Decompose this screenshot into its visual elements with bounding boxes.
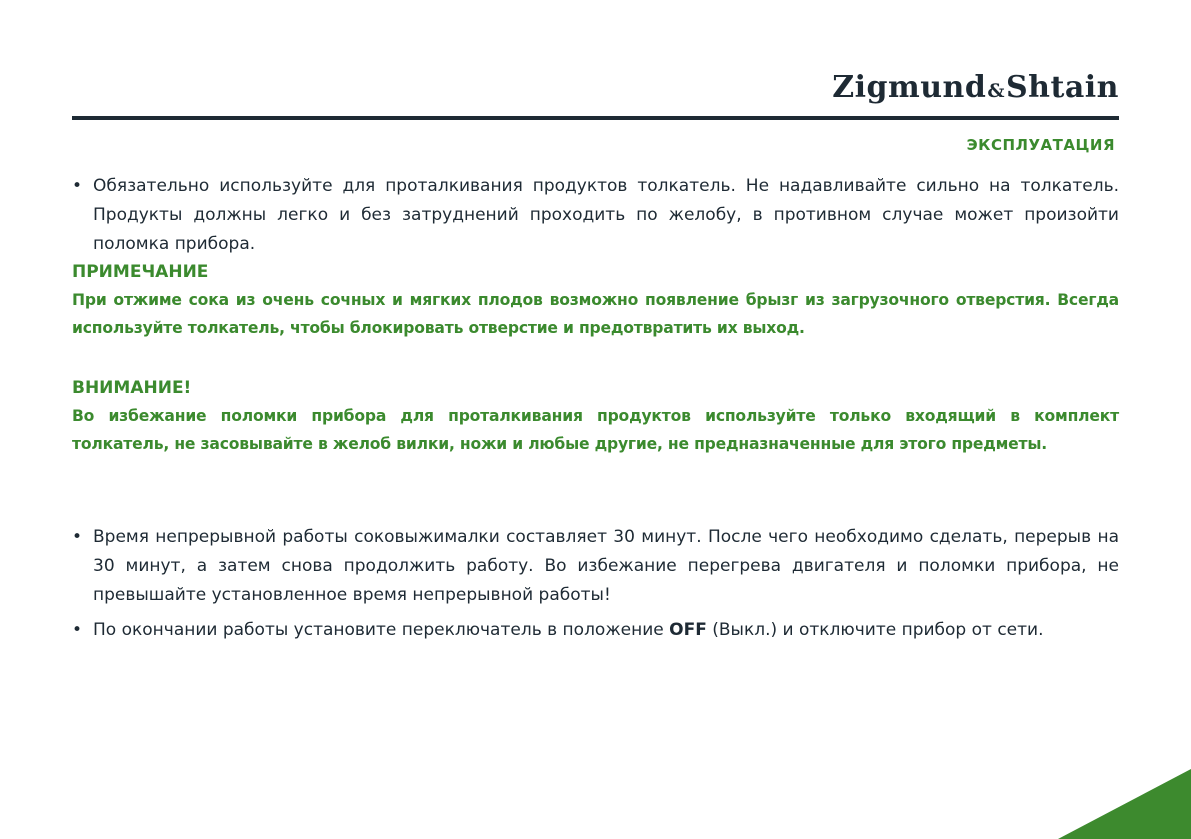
off-switch-label: OFF [669,620,707,640]
list-item [72,523,1119,610]
list-item [72,172,1119,259]
list-item-text-start: По окончании работы установите переключатель в положение [93,620,670,640]
note-block [72,258,1119,342]
warning-body: Во избежание поломки прибора для проталкивания продуктов используйте только входящий в комплект толкатель, не засовывайте в желоб вилки, ножи и любые другие, не предназначенные для этого предметы. [72,407,1119,453]
list-item-text-end: (Выкл.) и отключите прибор от сети. [706,620,1044,640]
section-title: ЭКСПЛУАТАЦИЯ [966,136,1115,154]
note-heading: ПРИМЕЧАНИЕ [72,262,209,282]
list-item-text [93,616,1119,645]
brand-logo-ampersand: & [987,80,1006,102]
brand-logo-left: Zigmund [832,70,987,105]
corner-accent-triangle [1058,769,1191,839]
brand-logo-right: Shtain [1006,70,1119,105]
bullet-marker: • [72,620,83,640]
warning-block [72,374,1119,458]
list-item [72,616,1119,645]
brand-logo [832,70,1119,105]
warning-heading: ВНИМАНИЕ! [72,378,192,398]
list-item-text: Обязательно используйте для проталкивания продуктов толкатель. Не надавливайте сильно на толкатель. Продукты должны легко и без затруднений проходить по желобу, в противном случае может произойти поломка прибора. [93,176,1119,254]
bullet-marker: • [72,176,83,196]
bullet-marker: • [72,527,83,547]
list-item-text: Время непрерывной работы соковыжималки составляет 30 минут. После чего необходимо сделать, перерыв на 30 минут, а затем снова продолжить работу. Во избежание перегрева двигателя и поломки прибора, не превышайте установленное время непрерывной работы! [93,527,1119,605]
note-body: При отжиме сока из очень сочных и мягких плодов возможно появление брызг из загрузочного отверстия. Всегда используйте толкатель, чтобы блокировать отверстие и предотвратить их выход. [72,291,1119,337]
header-divider [72,116,1119,120]
